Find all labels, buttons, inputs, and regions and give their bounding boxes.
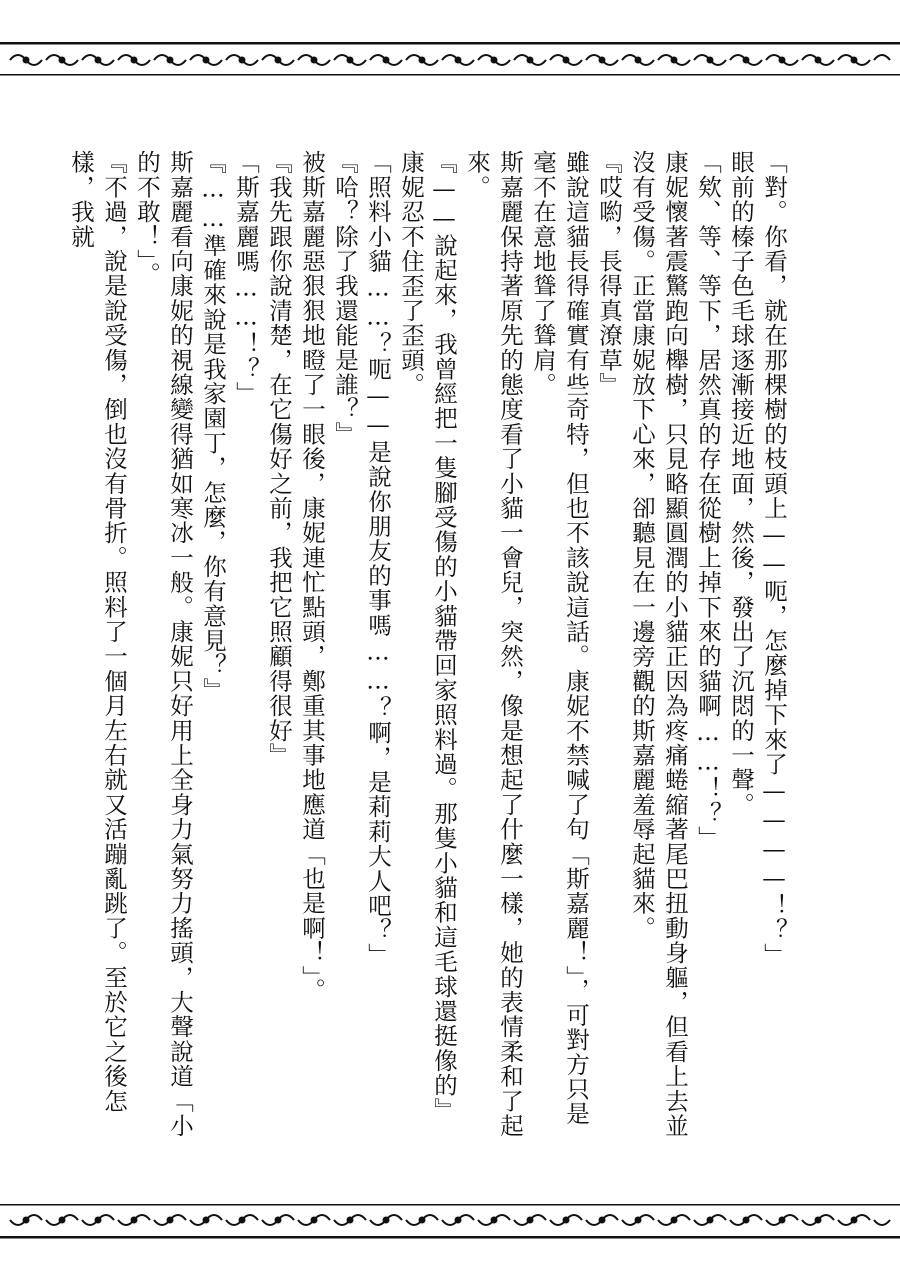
paragraph-7: 斯嘉麗保持著原先的態度看了小貓一會兒，突然，像是想起了什麼一樣，她的表情柔和了起來。	[463, 150, 524, 1138]
paragraph-12: 被斯嘉麗惡狠狠地瞪了一眼後，康妮連忙點頭，鄭重其事地應道「也是啊！」。	[298, 150, 326, 1003]
paragraph-17: 『不過，說是說受傷，倒也沒有骨折。照料了一個月左右就又活蹦亂跳了。至於它之後怎樣，我就	[67, 150, 128, 1114]
top-ornamental-border	[0, 30, 900, 90]
paragraph-5: 『哎喲，長得真潦草』	[595, 150, 623, 397]
paragraph-16: 斯嘉麗看向康妮的視線變得猶如寒冰一般。康妮只好用上全身力氣努力搖頭，大聲說道「小的不敢！」。	[133, 150, 194, 1138]
paragraph-15: 『……準確來說是我家園丁，怎麼，你有意見？』	[199, 150, 227, 703]
paragraph-14: 「斯嘉麗嗎……！？」	[232, 150, 260, 406]
paragraph-4: 康妮懷著震驚跑向櫸樹，只見略顯圓潤的小貓正因為疼痛蜷縮著尾巴扭動身軀，但看上去並沒有受傷。正當康妮放下心來，卻聽見在一邊旁觀的斯嘉麗羞辱起貓來。	[628, 150, 689, 1138]
paragraph-9: 康妮忍不住歪了歪頭。	[397, 150, 425, 397]
paragraph-6: 雖說這貓長得確實有些奇特，但也不該說這話。康妮不禁喊了句「斯嘉麗！」，可對方只是毫不在意地聳了聳肩。	[529, 150, 590, 1127]
paragraph-8: 『——說起來，我曾經把一隻腳受傷的小貓帶回家照料過。那隻小貓和這毛球還挺像的』	[430, 150, 458, 1123]
paragraph-11: 『哈？除了我還能是誰？』	[331, 150, 359, 447]
paragraph-3: 「欸、等、等下，居然真的存在從樹上掉下來的貓啊……！？」	[694, 150, 722, 851]
paragraph-2: 眼前的榛子色毛球逐漸接近地面，然後，發出了沉悶的一聲。	[727, 150, 755, 817]
bottom-ornamental-border	[0, 1190, 900, 1250]
paragraph-10: 「照料小貓……？呃——是說你朋友的事嗎……？啊，是莉莉大人吧？」	[364, 150, 392, 968]
paragraph-13: 『我先跟你說清楚，在它傷好之前，我把它照顧得很好』	[265, 150, 293, 768]
vertical-text-body	[67, 150, 790, 1150]
paragraph-1: 「對。你看，就在那棵樹的枝頭上——呃，怎麼掉下來了————！？」	[760, 150, 788, 968]
